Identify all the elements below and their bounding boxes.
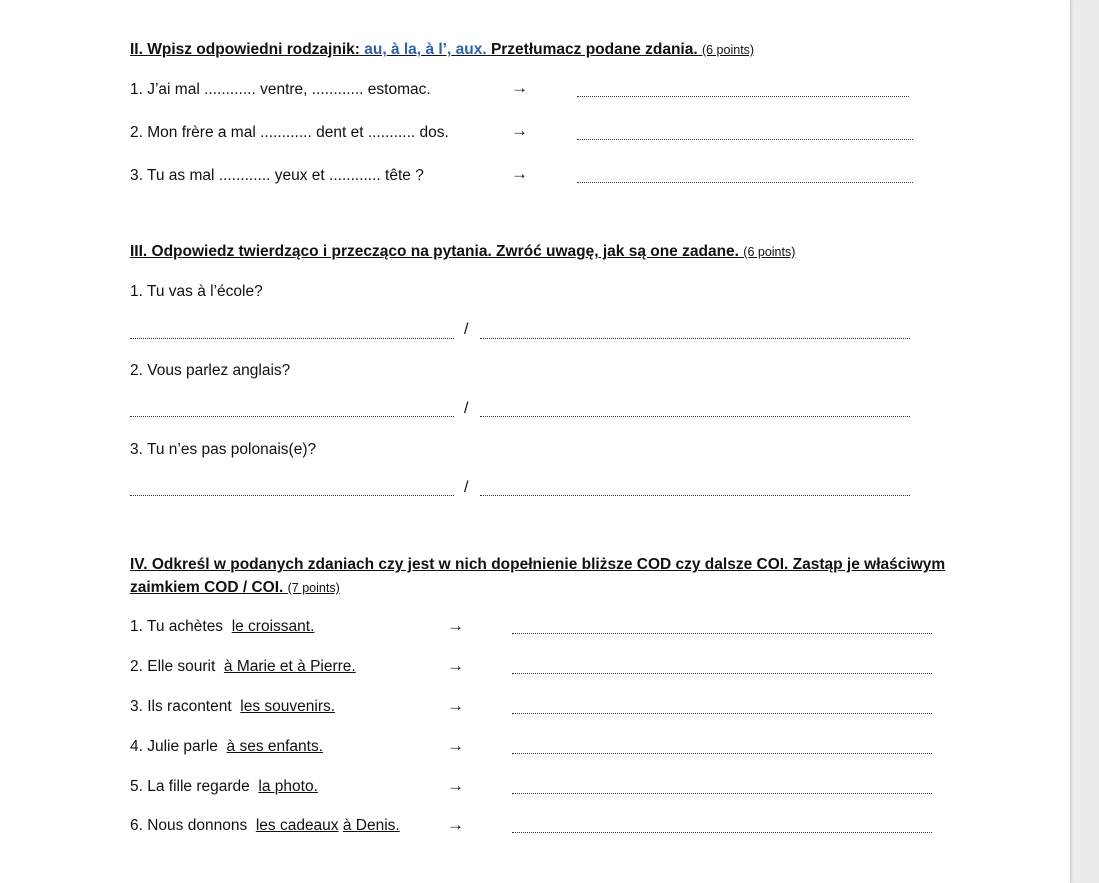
section-4-title: zaimkiem COD / COI. bbox=[130, 579, 284, 596]
s4-item-text: 5. La fille regarde bbox=[130, 778, 250, 795]
article-au: au, bbox=[364, 41, 387, 58]
s2-item-text: dent et bbox=[316, 124, 364, 141]
s2-blank: ............ bbox=[204, 81, 256, 98]
s4-item-2 bbox=[130, 658, 356, 676]
section-3-heading bbox=[130, 243, 795, 261]
answer-line[interactable] bbox=[577, 182, 913, 183]
answer-line[interactable] bbox=[577, 139, 913, 140]
arrow-icon: → bbox=[511, 121, 528, 140]
s2-blank: ............ bbox=[311, 81, 364, 98]
s4-item-text: 1. Tu achètes bbox=[130, 618, 224, 635]
arrow-icon: → bbox=[447, 736, 464, 755]
section-3-title: III. Odpowiedz twierdząco i przecząco na pytania. Zwróć uwagę, jak są one zadane. bbox=[130, 243, 739, 260]
s4-object: les souvenirs. bbox=[240, 698, 336, 715]
section-4-heading-line1: IV. Odkreśl w podanych zdaniach czy jest w nich dopełnienie bliższe COD czy dalsze COI. Zastąp je właściwym bbox=[130, 556, 946, 573]
s3-question-1: 1. Tu vas à l’école? bbox=[130, 283, 263, 300]
s4-item-text: 3. Ils racontent bbox=[130, 698, 232, 715]
answer-negative-line[interactable] bbox=[480, 495, 910, 496]
arrow-icon: → bbox=[511, 164, 528, 183]
s2-blank: ............ bbox=[218, 167, 271, 184]
article-aux: aux. bbox=[455, 41, 487, 58]
s2-item-1 bbox=[130, 81, 431, 99]
separator: / bbox=[464, 479, 469, 496]
s4-item-5 bbox=[130, 778, 318, 796]
s4-object-2: à Denis. bbox=[342, 817, 400, 834]
s4-item-text: 2. Elle sourit bbox=[130, 658, 216, 675]
s4-item-6 bbox=[130, 817, 400, 835]
answer-negative-line[interactable] bbox=[480, 416, 910, 417]
s2-item-text: 3. Tu as mal bbox=[130, 167, 215, 184]
s4-object: la photo. bbox=[258, 778, 318, 795]
s3-question-2: 2. Vous parlez anglais? bbox=[130, 362, 291, 379]
s2-item-text: yeux et bbox=[274, 167, 325, 184]
answer-line[interactable] bbox=[512, 793, 932, 794]
s4-object: à ses enfants. bbox=[226, 738, 324, 755]
s4-object: le croissant. bbox=[231, 618, 315, 635]
arrow-icon: → bbox=[447, 696, 464, 715]
answer-affirmative-line[interactable] bbox=[130, 416, 454, 417]
answer-line[interactable] bbox=[512, 753, 932, 754]
s2-item-text: dos. bbox=[419, 124, 449, 141]
s2-item-2 bbox=[130, 124, 449, 142]
section-4-points: (7 points) bbox=[287, 581, 340, 595]
section-2-instruction: Przetłumacz podane zdania. bbox=[490, 41, 698, 58]
section-3-points: (6 points) bbox=[743, 245, 796, 259]
answer-line[interactable] bbox=[512, 832, 932, 833]
answer-line[interactable] bbox=[512, 673, 932, 674]
s2-item-text: ventre, bbox=[260, 81, 308, 98]
s4-object: les cadeaux bbox=[255, 817, 339, 834]
s2-item-text: tête ? bbox=[385, 167, 424, 184]
separator: / bbox=[464, 400, 469, 417]
answer-line[interactable] bbox=[512, 633, 932, 634]
s4-item-3 bbox=[130, 698, 335, 716]
answer-line[interactable] bbox=[577, 96, 909, 97]
section-2-heading bbox=[130, 41, 754, 59]
s4-item-text: 4. Julie parle bbox=[130, 738, 218, 755]
article-a-l: à l’, bbox=[425, 41, 452, 58]
separator: / bbox=[464, 321, 469, 338]
section-2-points: (6 points) bbox=[701, 43, 755, 57]
s2-item-3 bbox=[130, 167, 424, 185]
s4-item-4 bbox=[130, 738, 323, 756]
s2-item-text: 2. Mon frère a mal bbox=[130, 124, 256, 141]
arrow-icon: → bbox=[511, 78, 528, 97]
arrow-icon: → bbox=[447, 616, 464, 635]
answer-affirmative-line[interactable] bbox=[130, 338, 454, 339]
answer-line[interactable] bbox=[512, 713, 932, 714]
section-2-title: II. Wpisz odpowiedni rodzajnik: bbox=[130, 41, 360, 58]
s4-item-text: 6. Nous donnons bbox=[130, 817, 248, 834]
s2-item-text: 1. J’ai mal bbox=[130, 81, 200, 98]
arrow-icon: → bbox=[447, 656, 464, 675]
s4-object: à Marie et à Pierre. bbox=[223, 658, 356, 675]
answer-negative-line[interactable] bbox=[480, 338, 910, 339]
section-4-heading-line2 bbox=[130, 579, 340, 597]
s2-blank: ............ bbox=[260, 124, 312, 141]
s3-question-3: 3. Tu n’es pas polonais(e)? bbox=[130, 441, 317, 458]
article-a-la: à la, bbox=[390, 41, 422, 58]
s2-blank: ............ bbox=[329, 167, 381, 184]
s4-item-1 bbox=[130, 618, 314, 636]
arrow-icon: → bbox=[447, 815, 464, 834]
s2-blank: ........... bbox=[367, 124, 416, 141]
s2-item-text: estomac. bbox=[367, 81, 431, 98]
answer-affirmative-line[interactable] bbox=[130, 495, 454, 496]
arrow-icon: → bbox=[447, 776, 464, 795]
